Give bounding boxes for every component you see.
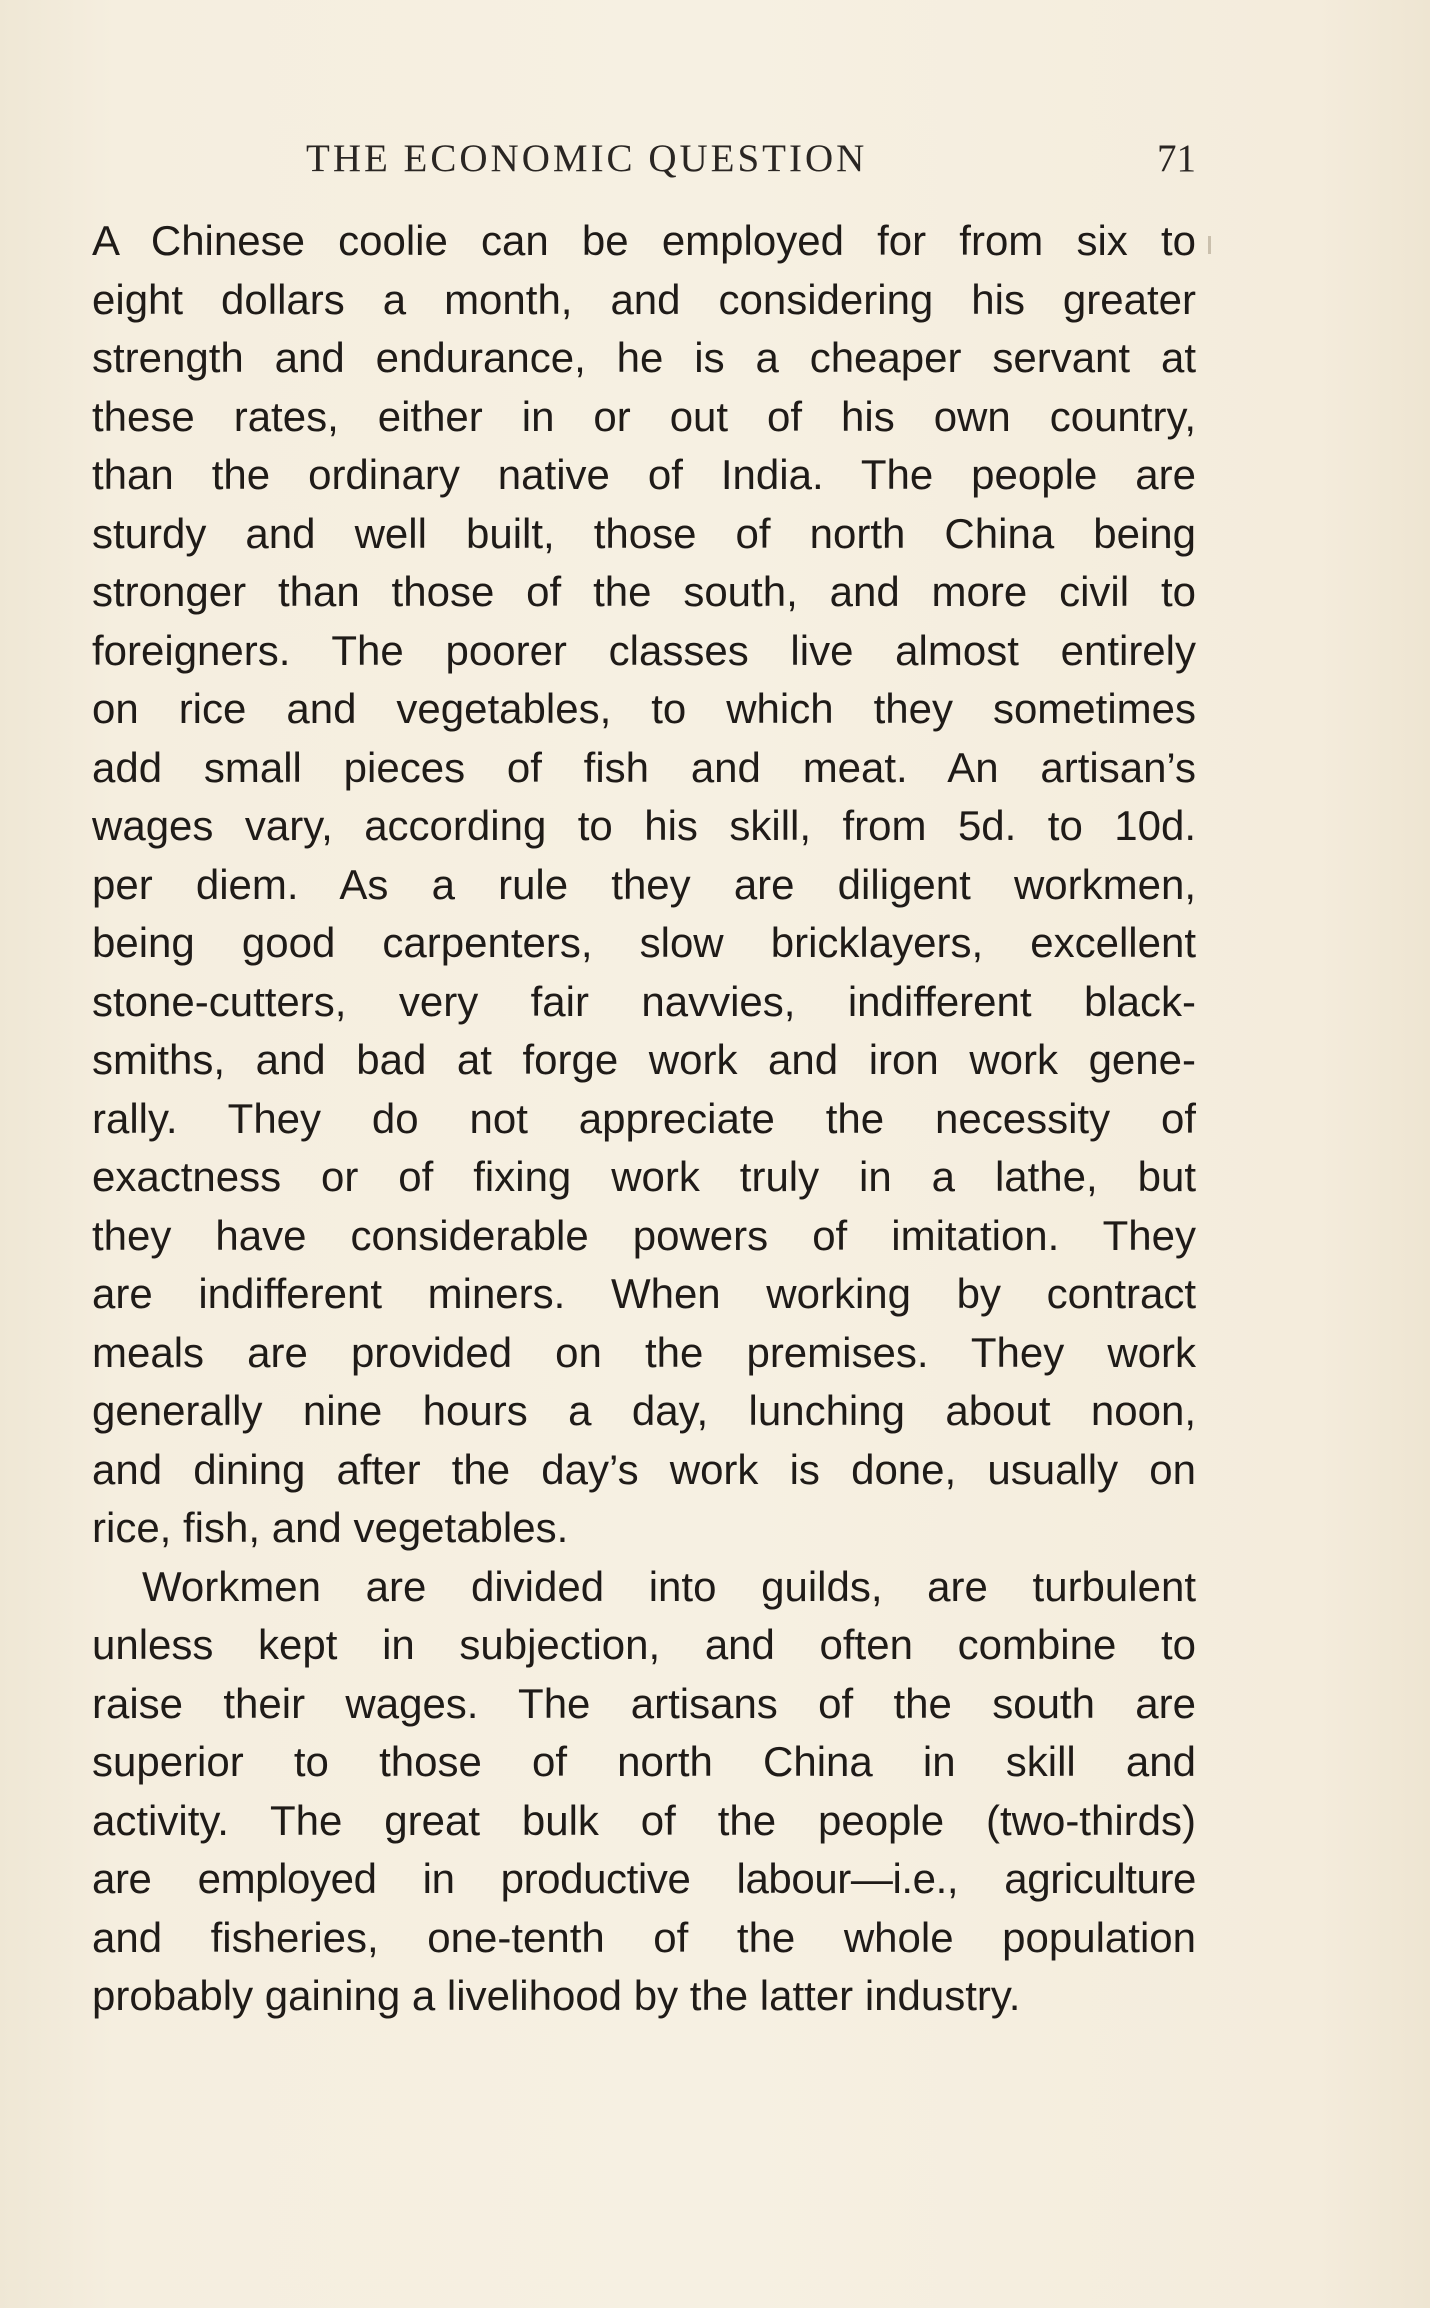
paragraph-2 <box>92 1558 1196 2026</box>
text-line: and fisheries, one-tenth of the whole population <box>92 1913 1196 1961</box>
text-line: per diem. As a rule they are diligent workmen, <box>92 860 1196 908</box>
text-line: A Chinese coolie can be employed for from six to <box>92 217 1196 264</box>
text-line: they have considerable powers of imitation. They <box>92 1211 1196 1259</box>
text-line: add small pieces of fish and meat. An artisan’s <box>92 743 1196 791</box>
text-line: unless kept in subjection, and often combine to <box>92 1621 1196 1668</box>
text-line: Workmen are divided into guilds, are turbulent <box>142 1562 1196 1610</box>
text-line: wages vary, according to his skill, from 5d. to 10d. <box>92 802 1196 849</box>
text-line: probably gaining a livelihood by the latter industry. <box>92 1972 1021 2019</box>
page-number: 71 <box>1157 137 1196 180</box>
paragraph-1 <box>92 212 1196 1558</box>
text-line: are employed in productive labour—i.e., agriculture <box>92 1855 1196 1902</box>
text-line: eight dollars a month, and considering his greater <box>92 275 1196 323</box>
text-line: smiths, and bad at forge work and iron work gene- <box>92 1036 1196 1083</box>
scan-mark <box>1208 236 1211 254</box>
running-header <box>92 136 1196 192</box>
text-line: being good carpenters, slow bricklayers, excellent <box>92 919 1196 966</box>
text-line: exactness or of fixing work truly in a lathe, but <box>92 1153 1196 1200</box>
running-title: THE ECONOMIC QUESTION <box>306 137 868 180</box>
text-line: superior to those of north China in skill and <box>92 1738 1196 1785</box>
text-line: and dining after the day’s work is done, usually on <box>92 1445 1196 1493</box>
text-line: than the ordinary native of India. The people are <box>92 451 1196 498</box>
text-line: rice, fish, and vegetables. <box>92 1504 569 1551</box>
text-line: sturdy and well built, those of north China being <box>92 509 1196 557</box>
text-line: rally. They do not appreciate the necessity of <box>92 1094 1196 1142</box>
text-line: raise their wages. The artisans of the south are <box>92 1679 1196 1727</box>
text-line: strength and endurance, he is a cheaper servant at <box>92 334 1196 381</box>
text-line: generally nine hours a day, lunching about noon, <box>92 1387 1196 1434</box>
text-line: are indifferent miners. When working by contract <box>92 1270 1196 1317</box>
text-line: on rice and vegetables, to which they sometimes <box>92 685 1196 732</box>
text-line: stone-cutters, very fair navvies, indifferent black- <box>92 977 1196 1025</box>
text-line: activity. The great bulk of the people (two-thirds) <box>92 1796 1196 1844</box>
body-text <box>92 212 1196 2026</box>
text-line: these rates, either in or out of his own country, <box>92 392 1196 440</box>
text-line: stronger than those of the south, and more civil to <box>92 568 1196 615</box>
text-line: meals are provided on the premises. They work <box>92 1328 1196 1376</box>
text-line: foreigners. The poorer classes live almost entirely <box>92 626 1196 674</box>
